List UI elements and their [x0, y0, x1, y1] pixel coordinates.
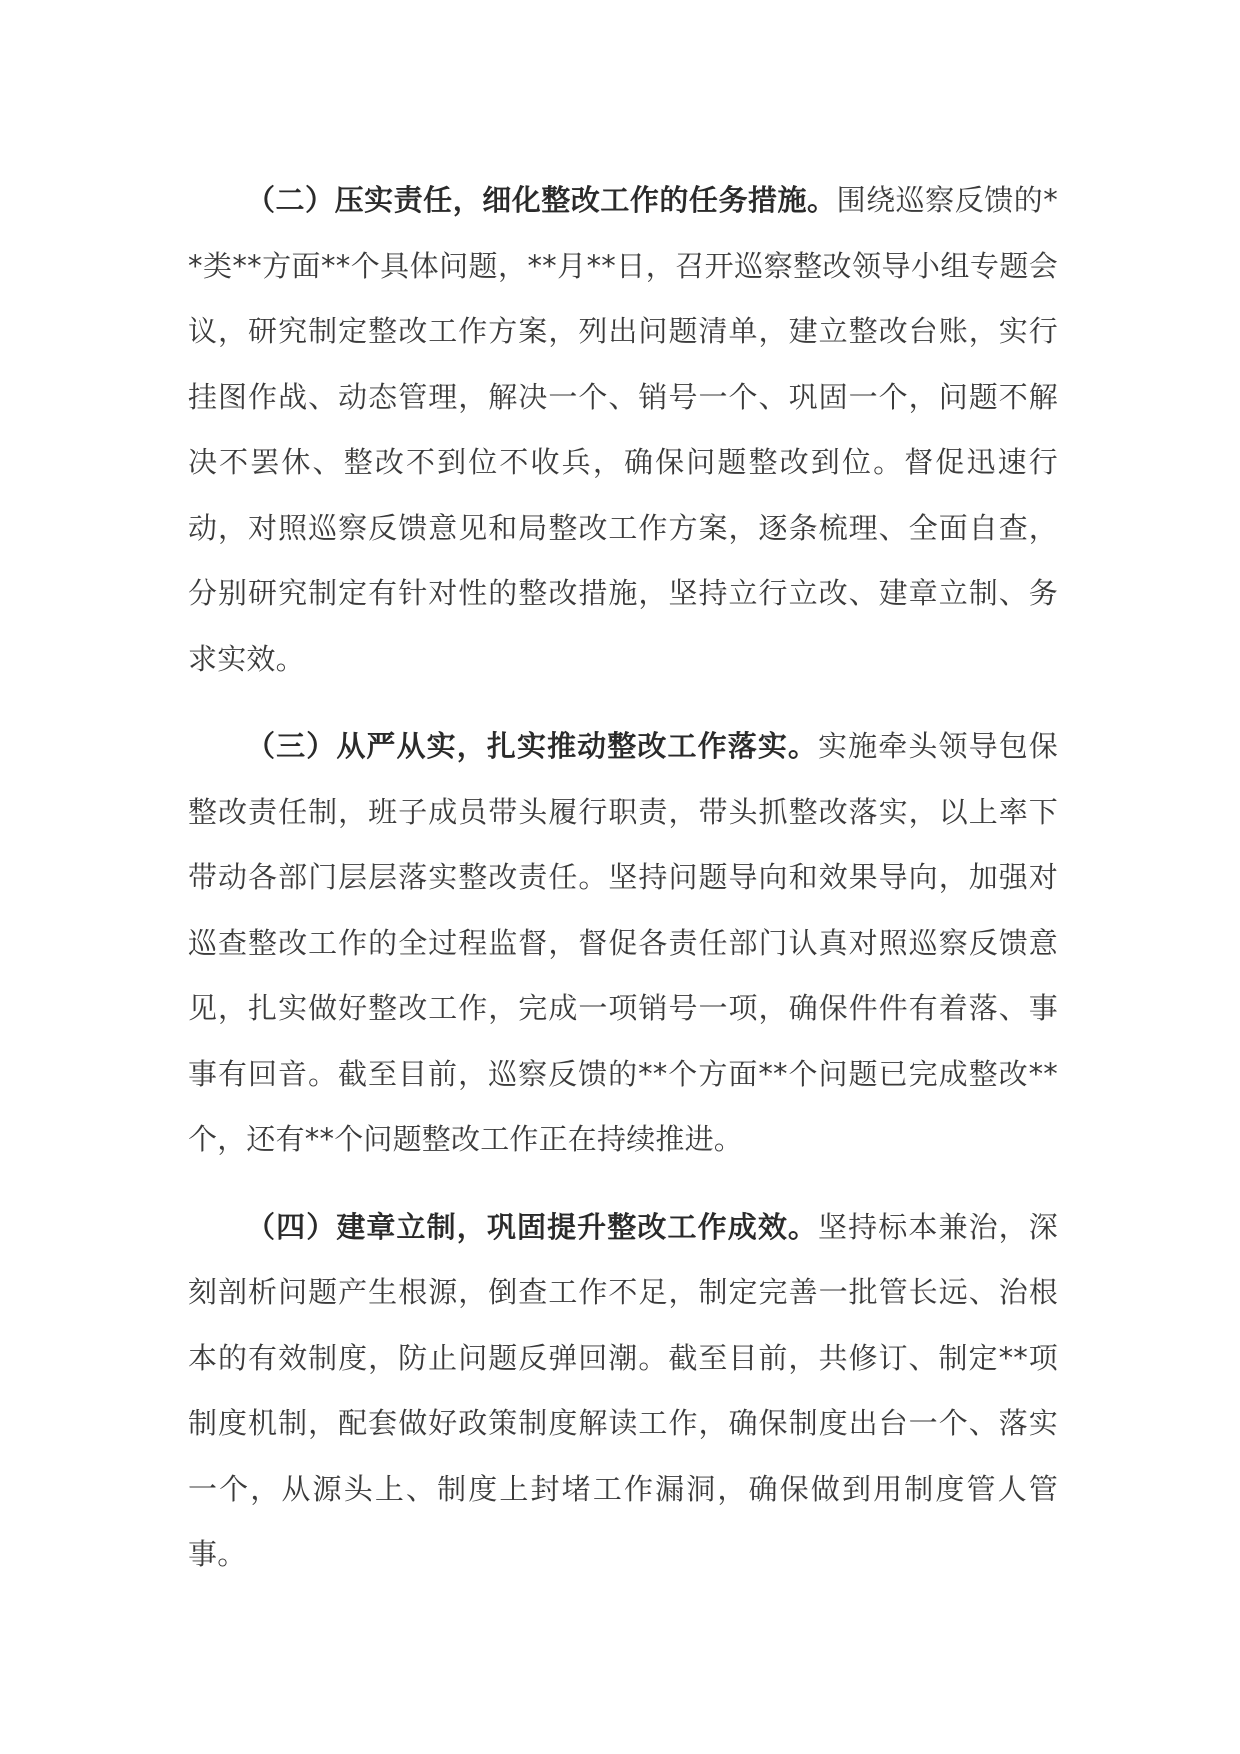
paragraph-2-body: 围绕巡察反馈的**类**方面**个具体问题，**月**日，召开巡察整改领导小组专题会议，研究制定整改工作方案，列出问题清单，建立整改台账，实行挂图作战、动态管理，解决一个、销号一个、巩固一个，问题不解决不罢休、整改不到位不收兵，确保问题整改到位。督促迅速行动，对照巡察反馈意见和局整改工作方案，逐条梳理、全面自查，分别研究制定有针对性的整改措施，坚持立行立改、建章立制、务求实效。 — [188, 183, 1058, 676]
paragraph-2-heading: （二）压实责任，细化整改工作的任务措施。 — [246, 183, 837, 217]
paragraph-3 — [188, 714, 1058, 1173]
paragraph-3-body: 实施牵头领导包保整改责任制，班子成员带头履行职责，带头抓整改落实，以上率下带动各部门层层落实整改责任。坚持问题导向和效果导向，加强对巡查整改工作的全过程监督，督促各责任部门认真对照巡察反馈意见，扎实做好整改工作，完成一项销号一项，确保件件有着落、事事有回音。截至目前，巡察反馈的**个方面**个问题已完成整改**个，还有**个问题整改工作正在持续推进。 — [188, 729, 1058, 1156]
paragraph-2 — [188, 168, 1058, 692]
paragraph-4-body: 坚持标本兼治，深刻剖析问题产生根源，倒查工作不足，制定完善一批管长远、治根本的有效制度，防止问题反弹回潮。截至目前，共修订、制定**项制度机制，配套做好政策制度解读工作，确保制度出台一个、落实一个，从源头上、制度上封堵工作漏洞，确保做到用制度管人管事。 — [188, 1209, 1058, 1571]
paragraph-4-heading: （四）建章立制，巩固提升整改工作成效。 — [246, 1209, 819, 1244]
document-body — [188, 168, 1058, 1588]
paragraph-4 — [188, 1195, 1058, 1588]
paragraph-3-heading: （三）从严从实，扎实推动整改工作落实。 — [246, 729, 819, 763]
